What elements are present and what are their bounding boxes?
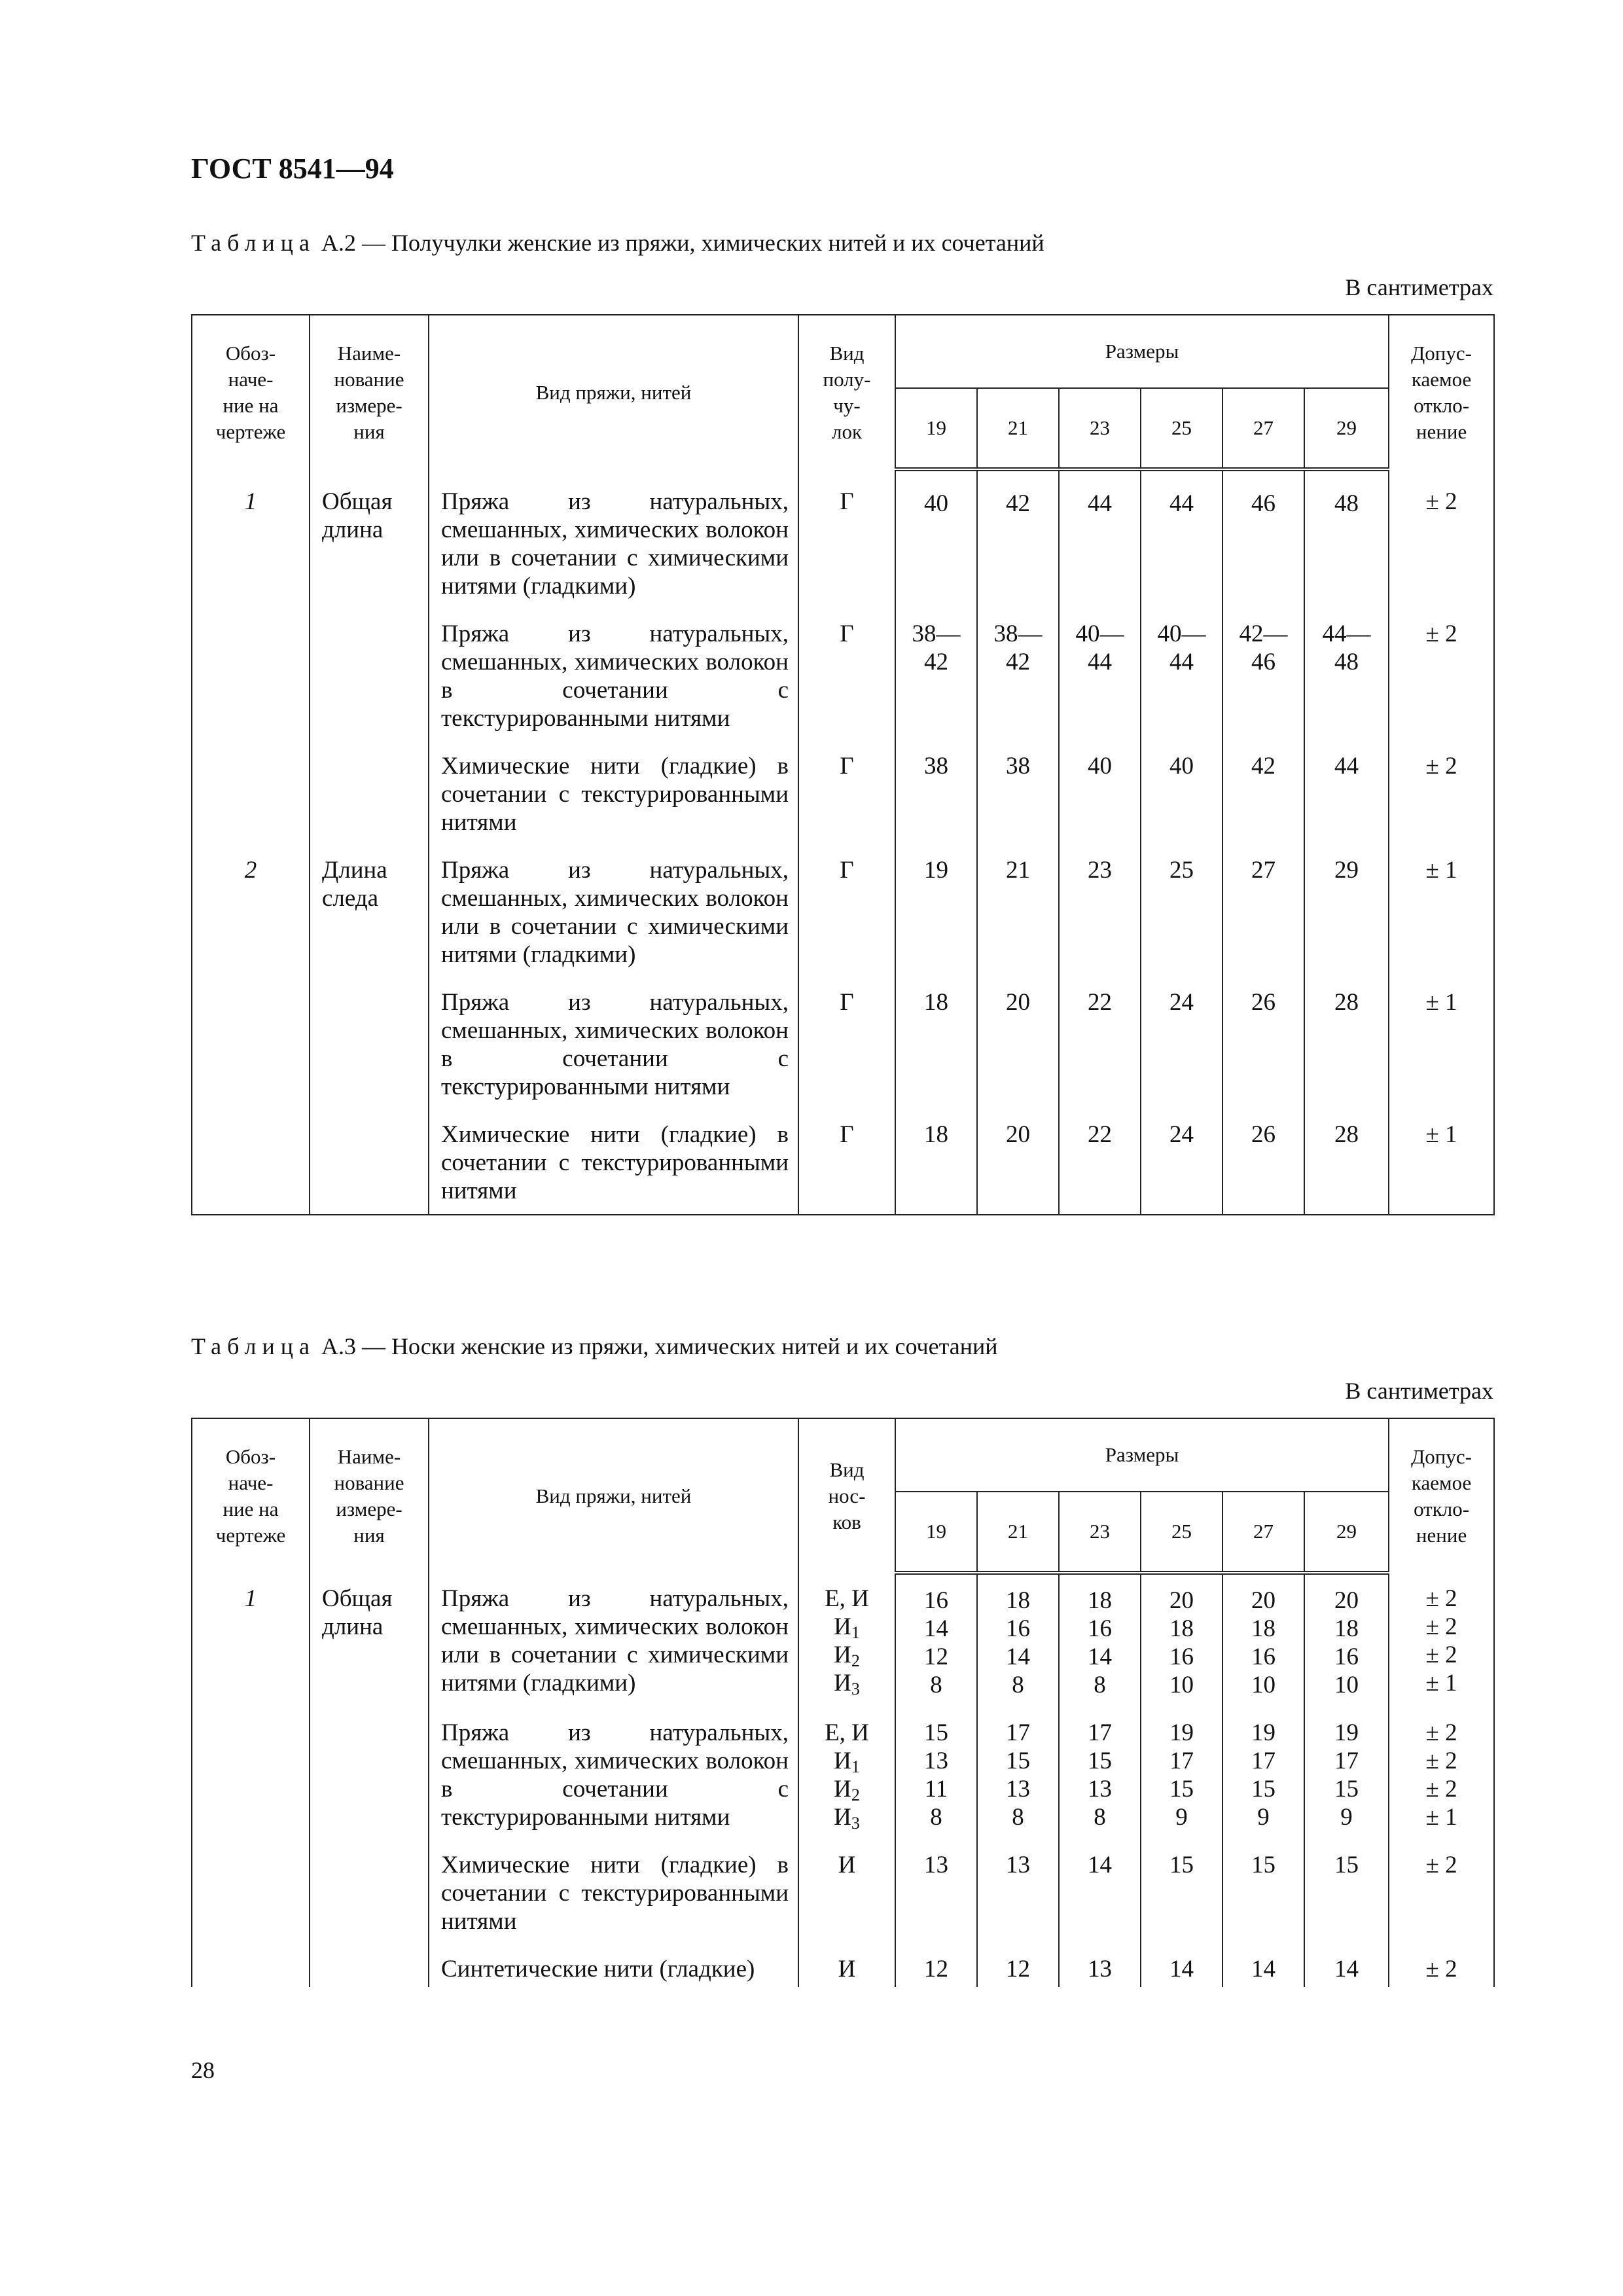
yarn-cell: Пряжа из натуральных, смешанных, химических волокон в сочетании с текстурированными нитями — [429, 1719, 798, 1851]
type-cell: Г — [798, 856, 895, 988]
value-cell: 24 — [1141, 988, 1222, 1121]
yarn-cell: Синтетические нити (гладкие) — [429, 1955, 798, 1987]
value-cell: 15 — [1304, 1851, 1389, 1955]
type-line — [806, 1585, 888, 1613]
table-row — [192, 988, 1494, 1121]
value-cell: 28 — [1304, 988, 1389, 1121]
yarn-cell: Пряжа из натуральных, смешанных, химических волокон или в сочетании с химическими нитями (гладкими) — [429, 469, 798, 620]
name-cell: Общая длина — [310, 469, 429, 620]
value-cell: 21 — [977, 856, 1059, 988]
table-row — [192, 1719, 1494, 1851]
type-cell: Г — [798, 469, 895, 620]
oboz-cell — [192, 752, 310, 856]
value-cell: 44 — [1059, 469, 1141, 620]
yarn-cell: Химические нити (гладкие) в сочетании с текстурированными нитями — [429, 1851, 798, 1955]
table-row — [192, 1955, 1494, 1987]
type-subscript: 1 — [851, 1623, 860, 1642]
table-a3-caption-label: Таблица — [191, 1333, 315, 1359]
tolerance-cell: ± 2 — [1389, 469, 1494, 620]
type-line — [806, 1803, 888, 1831]
type-cell: Г — [798, 1121, 895, 1215]
type-subscript: 1 — [851, 1757, 860, 1776]
type-letter: И — [834, 1776, 851, 1803]
col-header-sizes: Размеры — [895, 315, 1389, 388]
value-cell: 13 — [1059, 1955, 1141, 1987]
value-cell: 17 15 13 8 — [1059, 1719, 1141, 1851]
value-cell: 13 — [977, 1851, 1059, 1955]
table-row — [192, 1851, 1494, 1955]
col-header-tolerance: Допус- каемое откло- нение — [1389, 1418, 1494, 1573]
value-cell: 14 — [1059, 1851, 1141, 1955]
name-cell — [310, 1121, 429, 1215]
value-cell: 22 — [1059, 988, 1141, 1121]
type-subscript: 2 — [851, 1651, 860, 1670]
value-cell: 25 — [1141, 856, 1222, 988]
table-a2-units: В сантиметрах — [1345, 274, 1493, 300]
size-header: 27 — [1222, 1492, 1304, 1573]
size-header: 25 — [1141, 1492, 1222, 1573]
name-cell — [310, 1851, 429, 1955]
size-header: 23 — [1059, 1492, 1141, 1573]
type-cell — [798, 1573, 895, 1719]
type-cell: Г — [798, 620, 895, 752]
name-cell — [310, 1719, 429, 1851]
size-header: 21 — [977, 388, 1059, 469]
value-cell: 14 — [1304, 1955, 1389, 1987]
value-cell: 18 — [895, 988, 977, 1121]
oboz-cell — [192, 1851, 310, 1955]
size-header: 19 — [895, 1492, 977, 1573]
value-cell: 42— 46 — [1222, 620, 1304, 752]
type-cell — [798, 1955, 895, 1987]
col-header-type: Вид нос- ков — [798, 1418, 895, 1573]
type-subscript: 3 — [851, 1679, 860, 1698]
yarn-cell: Пряжа из натуральных, смешанных, химических волокон или в сочетании с химическими нитями (гладкими) — [429, 856, 798, 988]
value-cell: 20 18 16 10 — [1222, 1573, 1304, 1719]
yarn-cell: Пряжа из натуральных, смешанных, химических волокон или в сочетании с химическими нитями (гладкими) — [429, 1573, 798, 1719]
value-cell: 16 14 12 8 — [895, 1573, 977, 1719]
value-cell: 40 — [1141, 752, 1222, 856]
type-letter: И — [834, 1613, 851, 1640]
value-cell: 20 — [977, 1121, 1059, 1215]
col-header-yarn: Вид пряжи, нитей — [429, 1418, 798, 1573]
table-a3-units: В сантиметрах — [1345, 1378, 1493, 1404]
size-header: 27 — [1222, 388, 1304, 469]
size-header: 21 — [977, 1492, 1059, 1573]
name-cell — [310, 620, 429, 752]
type-letter: И — [838, 1956, 856, 1982]
tolerance-cell: ± 2 — [1389, 1955, 1494, 1987]
table-a2-caption-text: А.2 — Получулки женские из пряжи, химических нитей и их сочетаний — [321, 230, 1044, 256]
table-a2-caption-label: Таблица — [191, 230, 315, 256]
value-cell: 18 16 14 8 — [977, 1573, 1059, 1719]
page-number: 28 — [191, 2057, 215, 2083]
name-cell — [310, 988, 429, 1121]
table-row — [192, 752, 1494, 856]
value-cell: 23 — [1059, 856, 1141, 988]
value-cell: 20 18 16 10 — [1304, 1573, 1389, 1719]
table-row — [192, 1573, 1494, 1719]
type-line — [806, 1641, 888, 1669]
value-cell: 15 — [1141, 1851, 1222, 1955]
value-cell: 12 — [895, 1955, 977, 1987]
value-cell: 19 — [895, 856, 977, 988]
oboz-cell: 1 — [192, 1573, 310, 1719]
value-cell: 19 17 15 9 — [1222, 1719, 1304, 1851]
value-cell: 40 — [1059, 752, 1141, 856]
value-cell: 26 — [1222, 1121, 1304, 1215]
type-line — [806, 1775, 888, 1803]
tolerance-cell: ± 2 ± 2 ± 2 ± 1 — [1389, 1573, 1494, 1719]
tolerance-cell: ± 2 — [1389, 620, 1494, 752]
value-cell: 15 13 11 8 — [895, 1719, 977, 1851]
value-cell: 20 — [977, 988, 1059, 1121]
type-letter: Е, И — [825, 1719, 869, 1746]
value-cell: 14 — [1222, 1955, 1304, 1987]
type-cell — [798, 1719, 895, 1851]
tolerance-cell: ± 1 — [1389, 988, 1494, 1121]
col-header-name: Наиме- нование измере- ния — [310, 315, 429, 469]
yarn-cell: Пряжа из натуральных, смешанных, химических волокон в сочетании с текстурированными нитями — [429, 620, 798, 752]
yarn-cell: Пряжа из натуральных, смешанных, химических волокон в сочетании с текстурированными нитями — [429, 988, 798, 1121]
type-letter: И — [834, 1748, 851, 1774]
name-cell: Общая длина — [310, 1573, 429, 1719]
value-cell: 44 — [1304, 752, 1389, 856]
type-cell: Г — [798, 752, 895, 856]
value-cell: 44— 48 — [1304, 620, 1389, 752]
type-letter: И — [834, 1641, 851, 1668]
type-subscript: 2 — [851, 1785, 860, 1804]
table-a3-caption-text: А.3 — Носки женские из пряжи, химических нитей и их сочетаний — [321, 1333, 998, 1359]
value-cell: 38— 42 — [895, 620, 977, 752]
value-cell: 42 — [1222, 752, 1304, 856]
value-cell: 28 — [1304, 1121, 1389, 1215]
col-header-oboz: Обоз- наче- ние на чертеже — [192, 1418, 310, 1573]
name-cell: Длина следа — [310, 856, 429, 988]
type-subscript: 3 — [851, 1814, 860, 1833]
value-cell: 40 — [895, 469, 977, 620]
value-cell: 19 17 15 9 — [1304, 1719, 1389, 1851]
type-letter: И — [834, 1670, 851, 1696]
name-cell — [310, 1955, 429, 1987]
oboz-cell — [192, 1121, 310, 1215]
type-letter: Е, И — [825, 1585, 869, 1612]
value-cell: 38— 42 — [977, 620, 1059, 752]
value-cell: 27 — [1222, 856, 1304, 988]
col-header-sizes: Размеры — [895, 1418, 1389, 1492]
table-a2 — [191, 314, 1495, 1215]
table-row — [192, 1121, 1494, 1215]
value-cell: 19 17 15 9 — [1141, 1719, 1222, 1851]
value-cell: 44 — [1141, 469, 1222, 620]
tolerance-cell: ± 1 — [1389, 1121, 1494, 1215]
type-cell: Г — [798, 988, 895, 1121]
value-cell: 38 — [977, 752, 1059, 856]
oboz-cell: 1 — [192, 469, 310, 620]
value-cell: 46 — [1222, 469, 1304, 620]
type-line — [806, 1719, 888, 1747]
oboz-cell — [192, 1955, 310, 1987]
col-header-name: Наиме- нование измере- ния — [310, 1418, 429, 1573]
value-cell: 17 15 13 8 — [977, 1719, 1059, 1851]
value-cell: 12 — [977, 1955, 1059, 1987]
document-header: ГОСТ 8541—94 — [191, 152, 394, 185]
tolerance-cell: ± 2 — [1389, 1851, 1494, 1955]
value-cell: 42 — [977, 469, 1059, 620]
value-cell: 13 — [895, 1851, 977, 1955]
value-cell: 15 — [1222, 1851, 1304, 1955]
tolerance-cell: ± 2 — [1389, 752, 1494, 856]
table-a3-caption — [191, 1333, 998, 1360]
type-line — [806, 1669, 888, 1697]
col-header-tolerance: Допус- каемое откло- нение — [1389, 315, 1494, 469]
table-a2-caption — [191, 229, 1044, 257]
table-a3 — [191, 1418, 1495, 1987]
col-header-yarn: Вид пряжи, нитей — [429, 315, 798, 469]
value-cell: 14 — [1141, 1955, 1222, 1987]
value-cell: 20 18 16 10 — [1141, 1573, 1222, 1719]
size-header: 29 — [1304, 1492, 1389, 1573]
type-line — [806, 1613, 888, 1641]
value-cell: 40— 44 — [1141, 620, 1222, 752]
size-header: 25 — [1141, 388, 1222, 469]
col-header-type: Вид полу- чу- лок — [798, 315, 895, 469]
size-header: 23 — [1059, 388, 1141, 469]
value-cell: 38 — [895, 752, 977, 856]
tolerance-cell: ± 2 ± 2 ± 2 ± 1 — [1389, 1719, 1494, 1851]
oboz-cell — [192, 1719, 310, 1851]
type-cell — [798, 1851, 895, 1955]
value-cell: 24 — [1141, 1121, 1222, 1215]
table-row — [192, 620, 1494, 752]
type-line — [806, 1747, 888, 1775]
yarn-cell: Химические нити (гладкие) в сочетании с текстурированными нитями — [429, 752, 798, 856]
value-cell: 29 — [1304, 856, 1389, 988]
name-cell — [310, 752, 429, 856]
value-cell: 18 16 14 8 — [1059, 1573, 1141, 1719]
value-cell: 40— 44 — [1059, 620, 1141, 752]
size-header: 19 — [895, 388, 977, 469]
oboz-cell — [192, 620, 310, 752]
table-row — [192, 469, 1494, 620]
value-cell: 26 — [1222, 988, 1304, 1121]
tolerance-cell: ± 1 — [1389, 856, 1494, 988]
value-cell: 48 — [1304, 469, 1389, 620]
type-letter: И — [834, 1804, 851, 1831]
type-letter: И — [838, 1852, 856, 1878]
oboz-cell — [192, 988, 310, 1121]
value-cell: 18 — [895, 1121, 977, 1215]
type-line — [806, 1955, 888, 1983]
size-header: 29 — [1304, 388, 1389, 469]
value-cell: 22 — [1059, 1121, 1141, 1215]
yarn-cell: Химические нити (гладкие) в сочетании с текстурированными нитями — [429, 1121, 798, 1215]
oboz-cell: 2 — [192, 856, 310, 988]
type-line — [806, 1851, 888, 1879]
table-row — [192, 856, 1494, 988]
col-header-oboz: Обоз- наче- ние на чертеже — [192, 315, 310, 469]
